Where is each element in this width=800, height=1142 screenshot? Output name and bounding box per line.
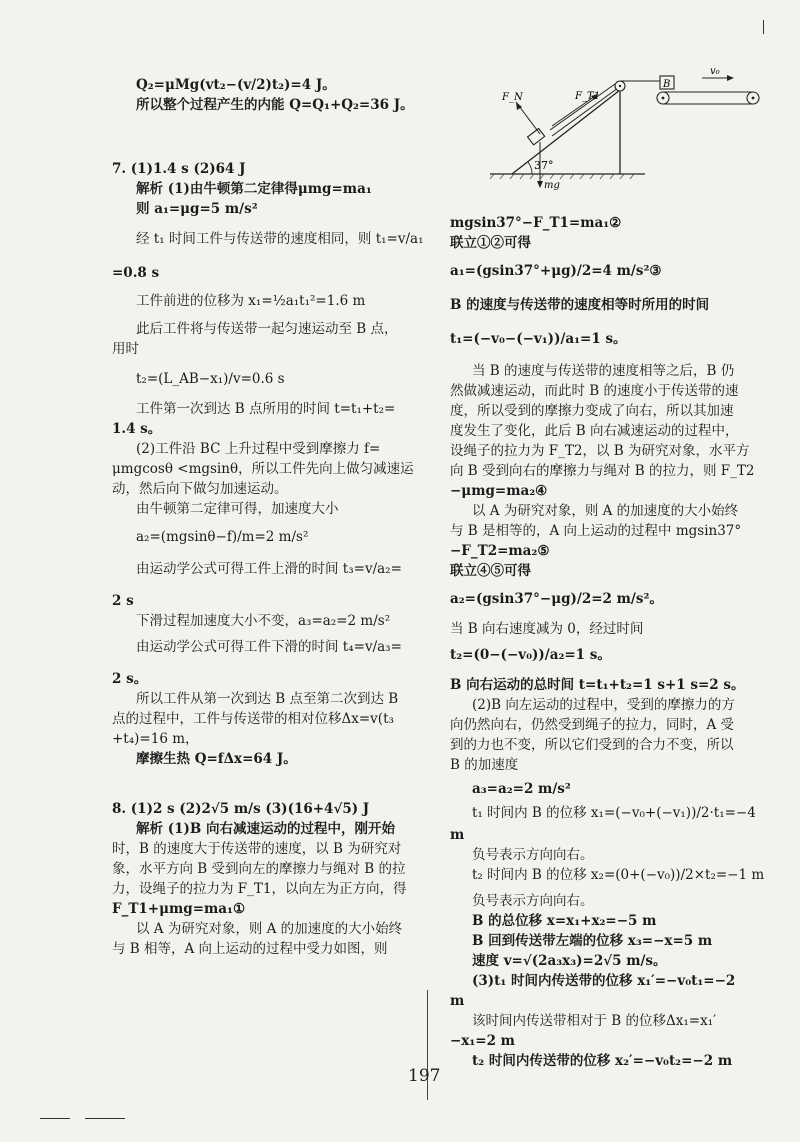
left-column-line: +t₄)=16 m，	[112, 731, 199, 747]
left-column-line: (2)工件沿 BC 上升过程中受到摩擦力 f=	[136, 441, 381, 457]
left-column-line: 摩擦生热 Q=fΔx=64 J。	[136, 751, 297, 767]
right-column-line: −F_T2=ma₂⑤	[450, 543, 550, 559]
left-column-line: 以 A 为研究对象，则 A 的加速度的大小始终	[136, 921, 403, 937]
right-column-line: 与 B 是相等的，A 向上运动的过程中 mgsin37°	[450, 523, 742, 539]
left-column-line: 由牛顿第二定律可得，加速度大小	[136, 501, 339, 517]
incline-surface	[512, 90, 620, 174]
right-column-line: 该时间内传送带相对于 B 的位移Δx₁=x₁′	[472, 1013, 717, 1029]
left-column-line: a₂=(mgsinθ−f)/m=2 m/s²	[136, 529, 309, 545]
gravity-arrow-head	[537, 181, 543, 188]
velocity-label: v₀	[710, 66, 720, 77]
right-column-line: t₂ 时间内传送带的位移 x₂′=−v₀t₂=−2 m	[472, 1053, 733, 1069]
right-column-line: B 回到传送带左端的位移 x₃=−x=5 m	[472, 933, 713, 949]
footer-rule-left-2	[85, 1118, 125, 1119]
left-column-line: 2 s。	[112, 671, 148, 687]
left-column-line: 点的过程中，工件与传送带的相对位移Δx=v(t₃	[112, 711, 394, 727]
left-column-line: 工件前进的位移为 x₁=½a₁t₁²=1.6 m	[136, 293, 366, 309]
right-column-line: mgsin37°−F_T1=ma₁②	[450, 215, 622, 231]
right-column-line: t₂ 时间内 B 的位移 x₂=(0+(−v₀))/2×t₂=−1 m	[472, 867, 765, 883]
left-column-line: 由运动学公式可得工件下滑的时间 t₄=v/a₃=	[136, 639, 402, 655]
left-column-line: 8. (1)2 s (2)2√5 m/s (3)(16+4√5) J	[112, 801, 370, 817]
left-column-line: 时，B 的速度大于传送带的速度，以 B 为研究对	[112, 841, 402, 857]
left-column-line: =0.8 s	[112, 265, 160, 281]
right-column-line: 度发生了变化，此后 B 向右减速运动的过程中，	[450, 423, 739, 439]
page-number: 197	[408, 1066, 441, 1086]
right-column-line: t₁=(−v₀−(−v₁))/a₁=1 s。	[450, 331, 627, 347]
right-column-line: 联立④⑤可得	[450, 563, 531, 579]
right-column-line: 向仍然向右，仍然受到绳子的拉力，同时，A 受	[450, 717, 735, 733]
left-column-line: 解析 (1)由牛顿第二定律得μmg=ma₁	[136, 181, 372, 197]
left-column-line: 用时	[112, 341, 139, 357]
normal-force-label: F_N	[502, 92, 523, 103]
right-column-line: 负号表示方向向右。	[472, 847, 594, 863]
right-column-line: 负号表示方向向右。	[472, 893, 594, 909]
right-column-line: B 的速度与传送带的速度相等时所用的时间	[450, 297, 710, 313]
right-column-line: 当 B 的速度与传送带的速度相等之后，B 仍	[472, 363, 735, 379]
right-column-line: −x₁=2 m	[450, 1033, 515, 1049]
left-column-line: 2 s	[112, 593, 134, 609]
left-column-line: 此后工件将与传送带一起匀速运动至 B 点，	[136, 321, 398, 337]
right-column-line: t₁ 时间内 B 的位移 x₁=(−v₀+(−v₁))/2·t₁=−4	[472, 805, 756, 821]
block-b-label: B	[663, 79, 671, 90]
right-column-line: 速度 v=√(2a₃x₃)=2√5 m/s。	[472, 953, 667, 969]
left-column-line: 解析 (1)B 向右减速运动的过程中，刚开始	[136, 821, 395, 837]
right-column-line: −μmg=ma₂④	[450, 483, 548, 499]
ground-hatching	[490, 174, 634, 179]
force-diagram	[470, 62, 780, 192]
right-column-line: B 的总位移 x=x₁+x₂=−5 m	[472, 913, 657, 929]
left-column-line: 力，设绳子的拉力为 F_T1，以向左为正方向，得	[112, 881, 407, 897]
right-column-line: (3)t₁ 时间内传送带的位移 x₁′=−v₀t₁=−2	[472, 973, 736, 989]
right-column-line: B 的加速度	[450, 757, 519, 773]
left-column-line: 所以整个过程产生的内能 Q=Q₁+Q₂=36 J。	[136, 97, 414, 113]
left-column-line: 由运动学公式可得工件上滑的时间 t₃=v/a₂=	[136, 561, 402, 577]
right-column-line: 当 B 向右速度减为 0，经过时间	[450, 621, 644, 637]
left-column-line: t₂=(L_AB−x₁)/v=0.6 s	[136, 371, 285, 387]
right-column-line: 然做减速运动，而此时 B 的速度小于传送带的速	[450, 383, 739, 399]
right-column-line: a₂=(gsin37°−μg)/2=2 m/s²。	[450, 591, 663, 607]
left-column-line: 与 B 相等，A 向上运动的过程中受力如图，则	[112, 941, 388, 957]
left-column-line: 经 t₁ 时间工件与传送带的速度相同，则 t₁=v/a₁	[136, 231, 424, 247]
right-column-line: a₃=a₂=2 m/s²	[472, 781, 571, 797]
right-column-line: t₂=(0−(−v₀))/a₂=1 s。	[450, 647, 611, 663]
angle-label: 37°	[534, 159, 554, 172]
block-a	[528, 128, 545, 144]
corner-mark	[763, 20, 764, 34]
right-column-line: 以 A 为研究对象，则 A 的加速度的大小始终	[472, 503, 739, 519]
left-column-line: F_T1+μmg=ma₁①	[112, 901, 246, 917]
right-column-line: 设绳子的拉力为 F_T2，以 B 为研究对象，水平方	[450, 443, 750, 459]
right-column-line: B 向右运动的总时间 t=t₁+t₂=1 s+1 s=2 s。	[450, 677, 745, 693]
right-column-line: (2)B 向左运动的过程中，受到的摩擦力的方	[472, 697, 735, 713]
right-column-line: 到的力也不变，所以它们受到的合力不变，所以	[450, 737, 734, 753]
right-column-line: m	[450, 827, 465, 843]
right-column-line: a₁=(gsin37°+μg)/2=4 m/s²③	[450, 263, 662, 279]
left-column-line: 7. (1)1.4 s (2)64 J	[112, 161, 246, 177]
gravity-label: mg	[544, 180, 560, 191]
right-column-line: 向 B 受到向右的摩擦力与绳对 B 的拉力，则 F_T2	[450, 463, 755, 479]
left-column-line: 则 a₁=μg=5 m/s²	[136, 201, 258, 217]
angle-arc	[528, 162, 532, 174]
left-column-line: 1.4 s。	[112, 421, 162, 437]
left-column-line: 所以工件从第一次到达 B 点至第二次到达 B	[136, 691, 399, 707]
velocity-arrow-head	[727, 75, 734, 81]
left-column-line: 动，然后向下做匀加速运动。	[112, 481, 288, 497]
right-column-line: m	[450, 993, 465, 1009]
left-column-line: μmgcosθ <mgsinθ，所以工件先向上做匀减速运	[112, 461, 414, 477]
right-column-line: 联立①②可得	[450, 235, 531, 251]
left-column-line: 象，水平方向 B 受到向左的摩擦力与绳对 B 的拉	[112, 861, 406, 877]
right-column-line: 度，所以受到的摩擦力变成了向右，所以其加速	[450, 403, 734, 419]
left-column-line: Q₂=μMg(vt₂−(v/2)t₂)=4 J。	[136, 77, 336, 93]
footer-rule-left	[40, 1118, 70, 1119]
tension-label: F_T1	[575, 91, 600, 102]
left-column-line: 下滑过程加速度大小不变，a₃=a₂=2 m/s²	[136, 613, 391, 629]
left-column-line: 工件第一次到达 B 点所用的时间 t=t₁+t₂=	[136, 401, 396, 417]
